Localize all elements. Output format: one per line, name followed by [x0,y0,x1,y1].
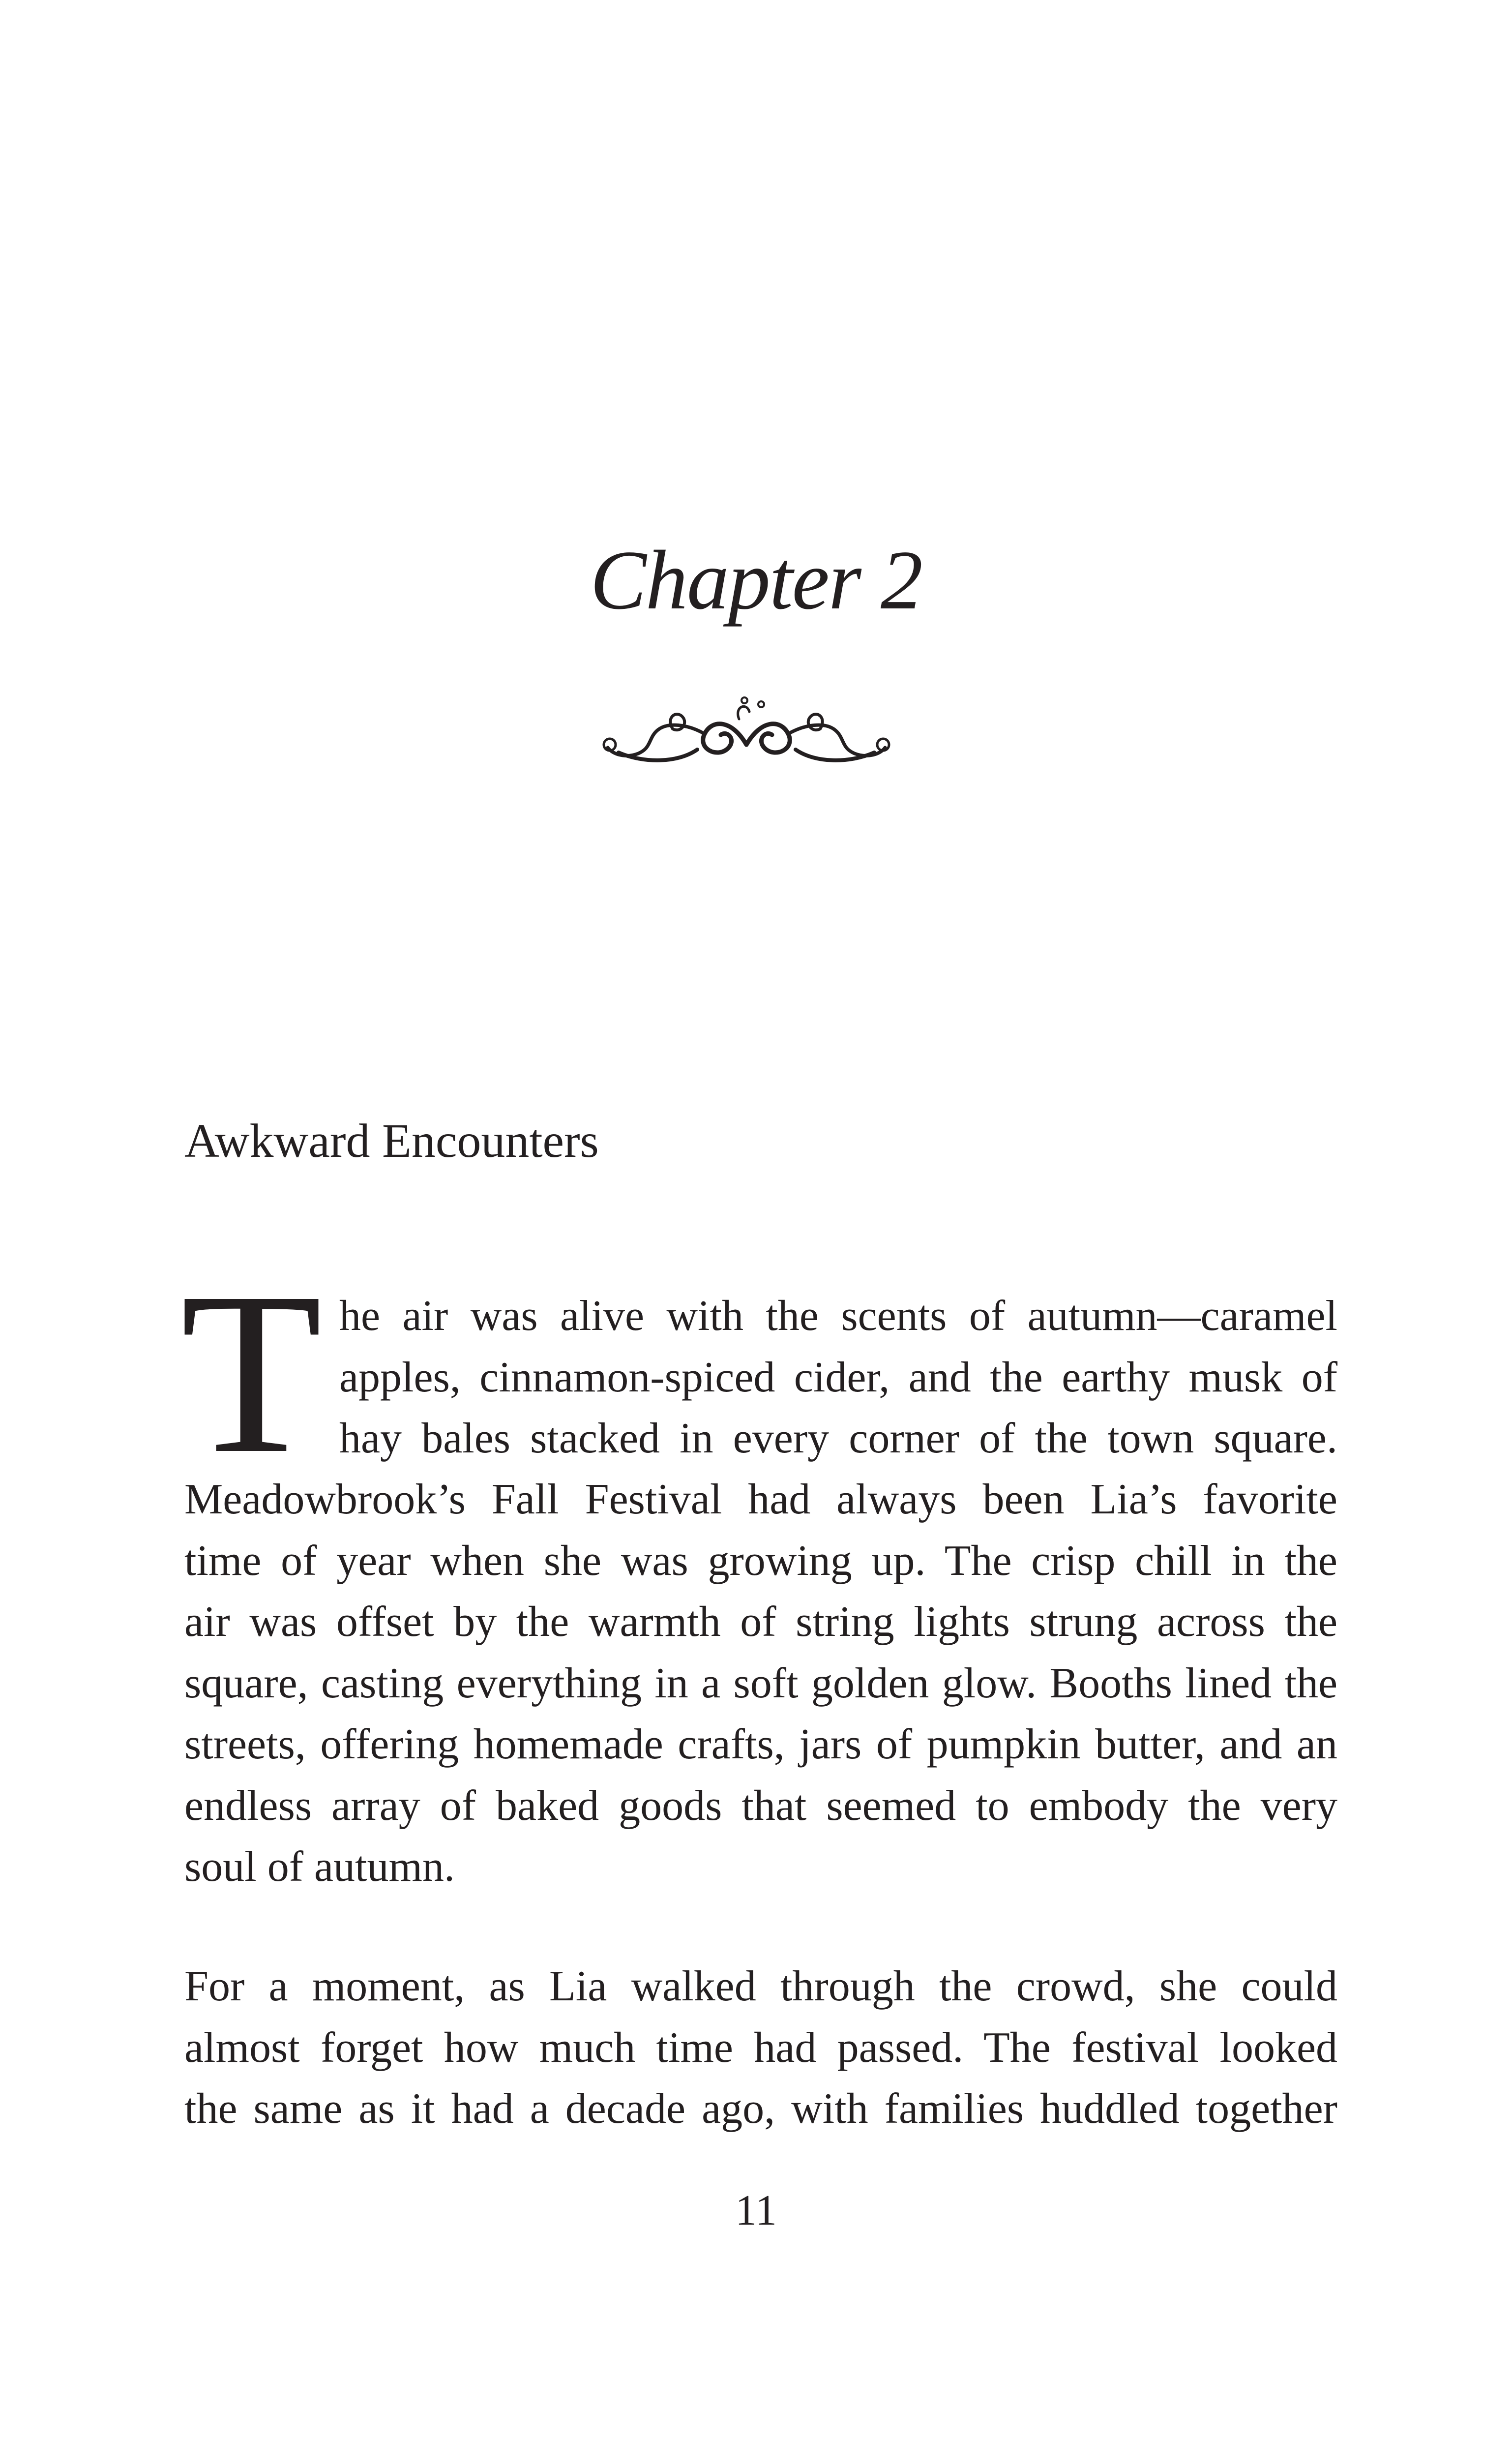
drop-cap-container [180,1244,332,1502]
text-line: square, casting everything in a soft golden glow. Booths lined the [184,1659,1337,1707]
text-line: apples, cinnamon-spiced cider, and the earthy musk of [339,1353,1337,1401]
text-line: air was offset by the warmth of string lights strung across the [184,1598,1337,1646]
text-line: soul of autumn. [184,1843,455,1891]
section-heading: Awkward Encounters [184,1115,599,1168]
chapter-title: Chapter 2 [590,534,922,627]
text-line: almost forget how much time had passed. The festival looked [184,2023,1337,2072]
text-line: For a moment, as Lia walked through the crowd, she could [184,1962,1337,2010]
text-line: endless array of baked goods that seemed to embody the very [184,1781,1337,1830]
text-line: hay bales stacked in every corner of the town square. [339,1415,1337,1462]
page-number: 11 [735,2187,777,2234]
text-line: the same as it had a decade ago, with families huddled together [184,2085,1337,2133]
text-line: he air was alive with the scents of autumn—caramel [339,1292,1337,1340]
text-line: time of year when she was growing up. The crisp chill in the [184,1537,1337,1585]
paragraph-2 [184,1956,1337,2140]
text-line: streets, offering homemade crafts, jars of pumpkin butter, and an [184,1720,1337,1768]
text-line: Meadowbrook’s Fall Festival had always been Lia’s favorite [184,1476,1337,1523]
scroll-flourish-icon [599,690,894,778]
paragraph-1-indented [339,1286,1337,1470]
paragraph-1 [184,1469,1337,1898]
drop-cap: T [180,1244,323,1502]
